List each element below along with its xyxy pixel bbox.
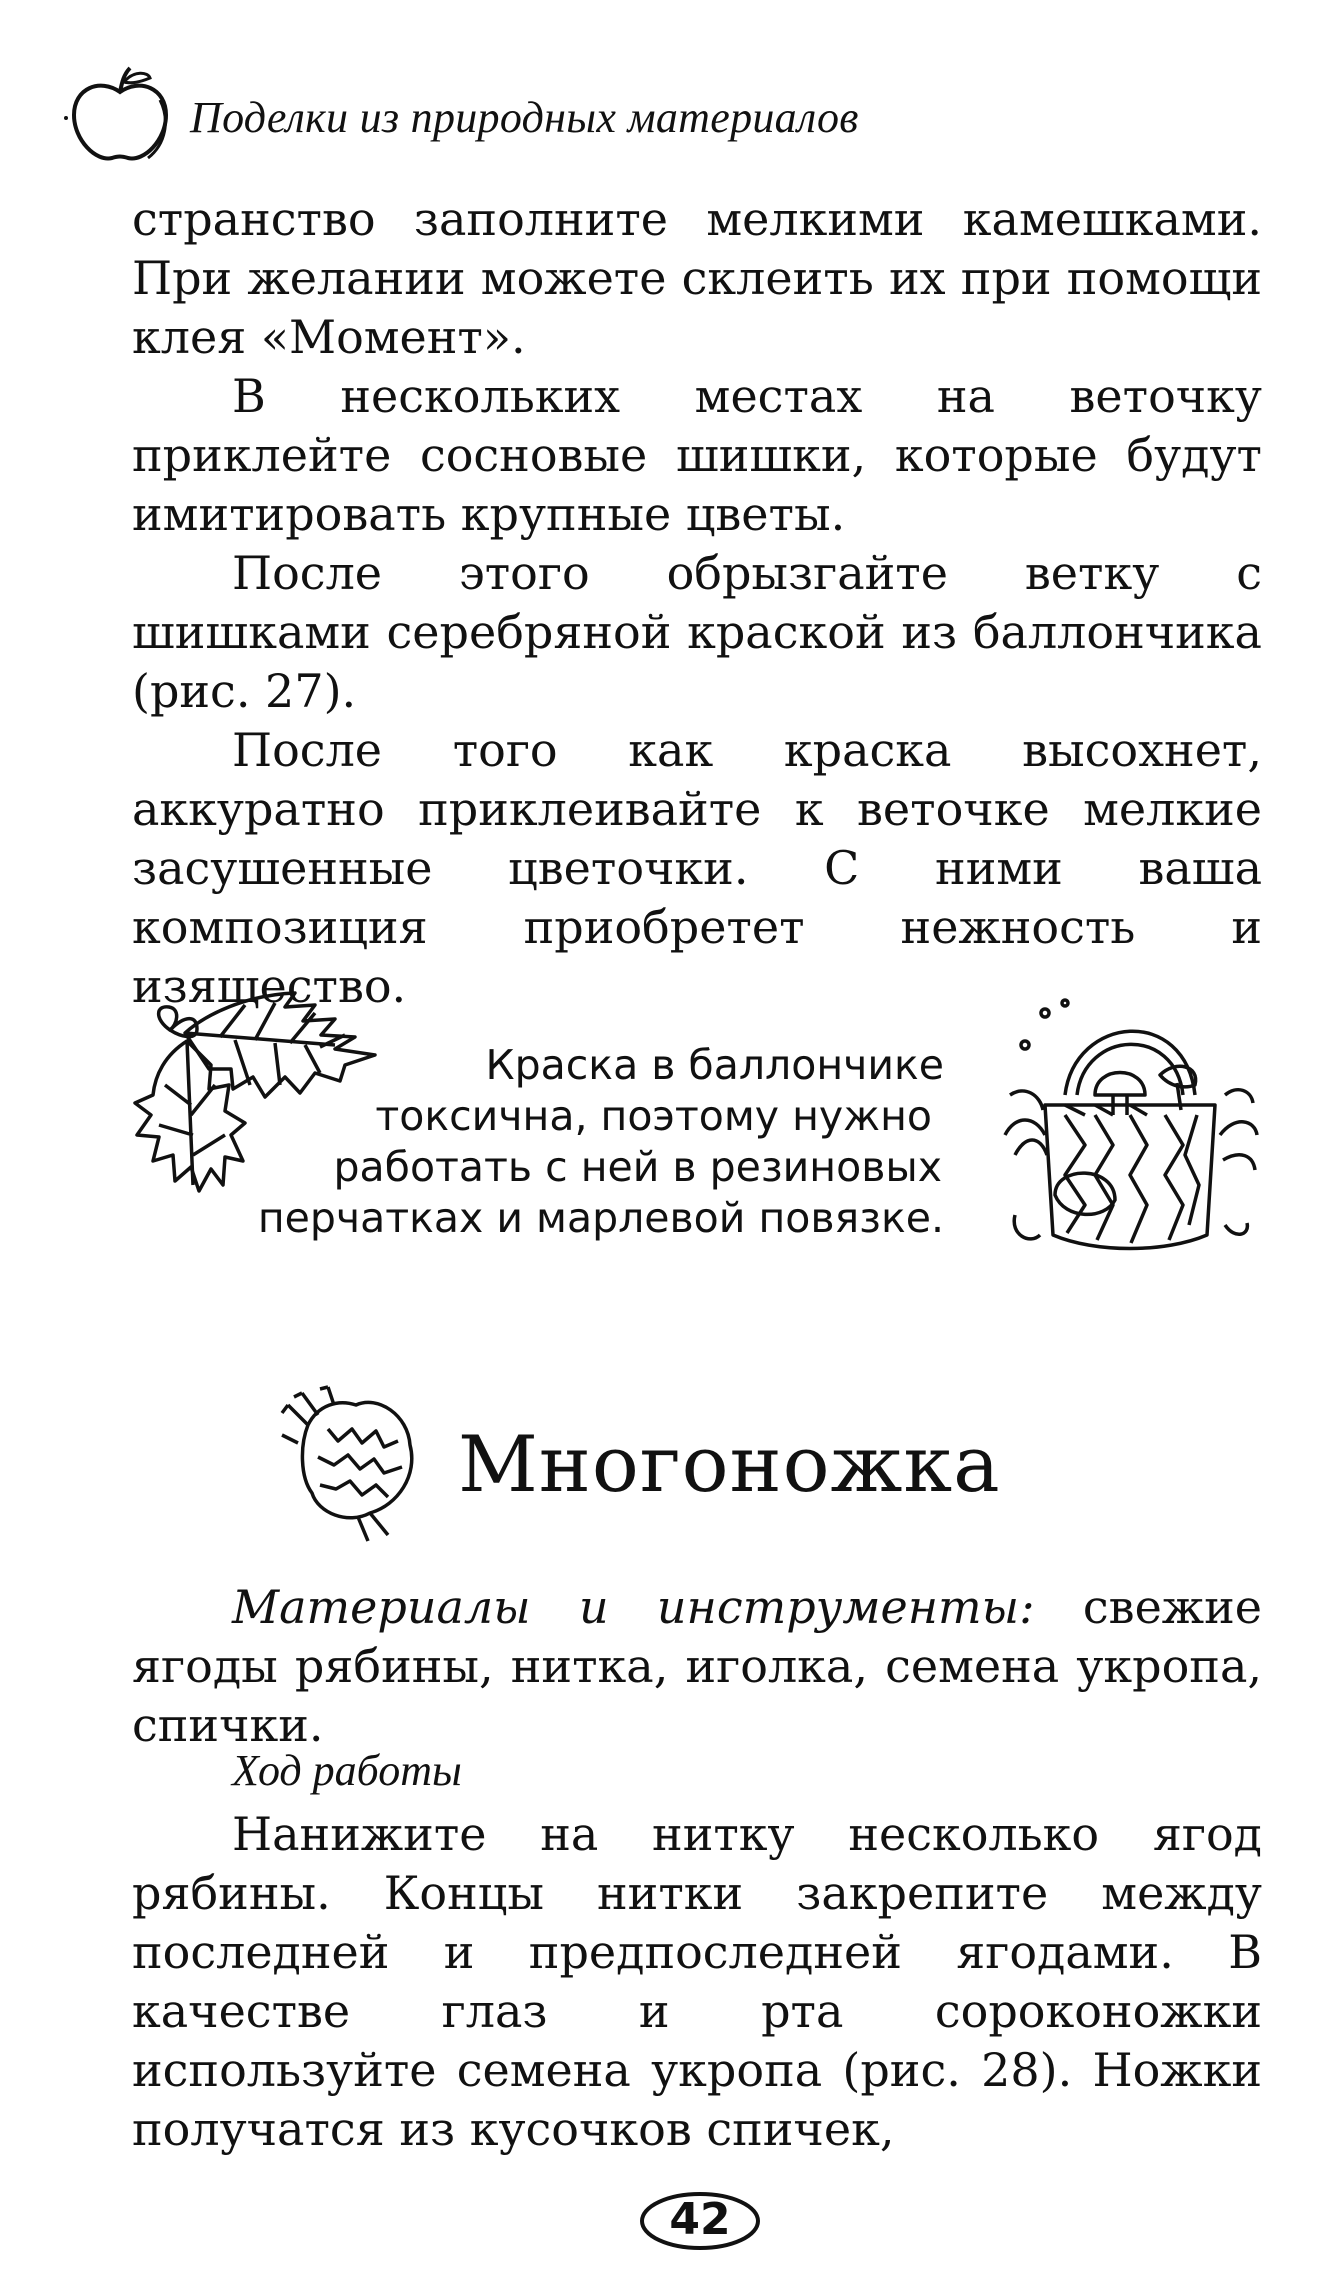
- apple-icon: [60, 60, 180, 170]
- running-title: Поделки из природных материалов: [190, 93, 859, 142]
- warning-note: [232, 1040, 944, 1244]
- work-text: [132, 1805, 1262, 2159]
- paragraph: В нескольких местах на веточку приклейте сосновые шишки, которые будут имитировать крупные цветы.: [132, 369, 1262, 541]
- note-line: перчатках и марлевой повязке.: [257, 1194, 944, 1242]
- paragraph: странство заполните мелкими камешками. При желании можете склеить их при помощи клея «Момент».: [132, 192, 1262, 364]
- page-number-value: 42: [669, 2194, 731, 2245]
- section-title: Многоножка: [458, 1420, 1001, 1510]
- pine-cone-icon: [278, 1385, 433, 1545]
- note-line: Краска в баллончике: [485, 1041, 944, 1089]
- page-number: [638, 2190, 762, 2252]
- materials-paragraph: [132, 1578, 1262, 1755]
- work-heading: Ход работы: [232, 1746, 462, 1795]
- materials-text: свежие ягоды рябины, нитка, иголка, семена укропа, спички.: [132, 1580, 1263, 1752]
- note-line: работать с ней в резиновых: [333, 1143, 942, 1191]
- materials-label: Материалы и инструменты:: [232, 1580, 1035, 1634]
- paragraph: После этого обрызгайте ветку с шишками серебряной краской из баллончика (рис. 27).: [132, 546, 1262, 718]
- paragraph: Нанижите на нитку несколько ягод рябины. Концы нитки закрепите между последней и предпоследней ягодами. В качестве глаз и рта сороконожки используйте семена укропа (рис. 28). Ножки получатся из кусочков спичек,: [132, 1807, 1262, 2156]
- note-line: токсична, поэтому нужно: [375, 1092, 932, 1140]
- paragraph: После того как краска высохнет, аккуратно приклеивайте к веточке мелкие засушенные цветочки. С ними ваша композиция приобретет нежность и изящество.: [132, 723, 1262, 1013]
- mushroom-basket-icon: [985, 985, 1265, 1270]
- intro-text: [132, 190, 1262, 1016]
